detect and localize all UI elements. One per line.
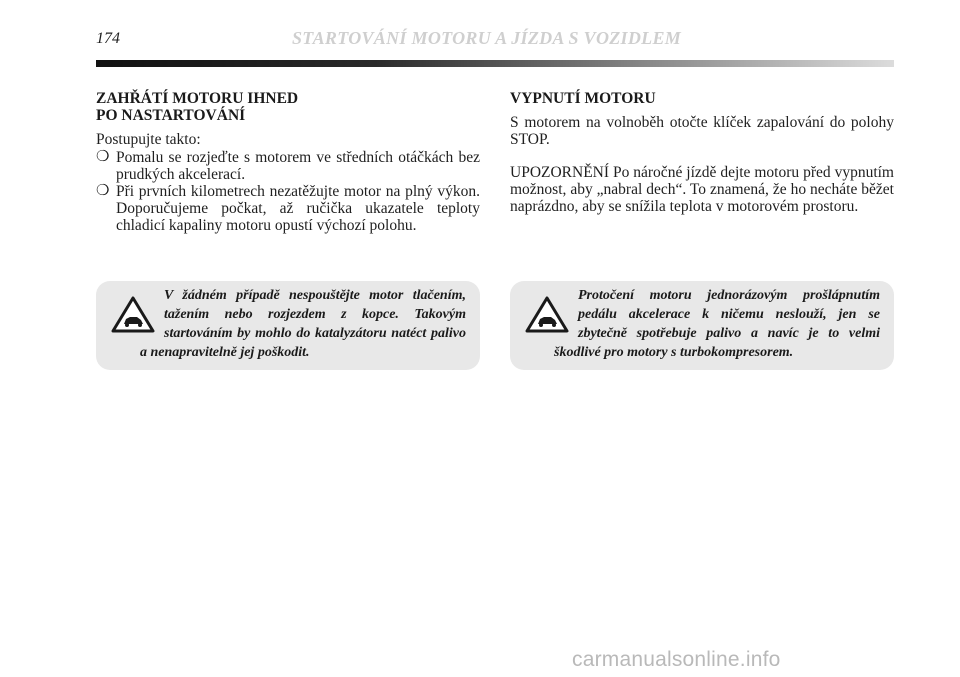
watermark: carmanualsonline.info	[572, 648, 781, 671]
section-heading-warm-up	[96, 90, 480, 124]
heading-line-2: PO NASTARTOVÁNÍ	[96, 107, 246, 124]
warning-text-content: V žádném případě nespouštějte motor tlačením, tažením nebo rozjezdem z kopce. Takovým startováním by mohlo do katalyzátoru natéct palivo a nenapravitelně jej poškodit.	[140, 288, 466, 360]
warning-note-right	[510, 281, 894, 370]
paragraph-gap	[510, 148, 894, 164]
circle-bullet-icon: ❍	[96, 183, 110, 199]
warning-text-content: Protočení motoru jednorázovým prošlápnutím pedálu akcelerace k ničemu neslouží, jen se zbytečně spotřebuje palivo a navíc je to velmi škodlivé pro motory s turbokompresorem.	[554, 288, 880, 360]
page-number: 174	[96, 30, 120, 47]
car-warning-triangle-icon	[110, 294, 156, 334]
left-column	[96, 90, 480, 234]
heading-line-1: ZAHŘÁTÍ MOTORU IHNED	[96, 90, 299, 107]
car-warning-triangle-icon	[524, 294, 570, 334]
running-title: STARTOVÁNÍ MOTORU A JÍZDA S VOZIDLEM	[292, 28, 682, 48]
header-rule	[96, 60, 894, 67]
list-item-text: Pomalu se rozjeďte s motorem ve středních otáčkách bez prudkých akcelerací.	[116, 149, 480, 183]
right-column	[510, 90, 894, 215]
warning-text	[110, 286, 466, 362]
intro-text: Postupujte takto:	[96, 131, 201, 148]
notice-paragraph: UPOZORNĚNÍ Po náročné jízdě dejte motoru před vypnutím možnost, aby „nabral dech“. To znamená, že ho necháte běžet naprázdno, aby se snížila teplota v motorovém prostoru.	[510, 164, 894, 215]
list-item	[96, 149, 480, 183]
list-item-text: Při prvních kilometrech nezatěžujte motor na plný výkon. Doporučujeme počkat, až ručička ukazatele teploty chladicí kapaliny motoru opustí výchozí polohu.	[116, 183, 480, 234]
section-heading-engine-off: VYPNUTÍ MOTORU	[510, 90, 656, 107]
engine-off-paragraph: S motorem na volnoběh otočte klíček zapalování do polohy STOP.	[510, 114, 894, 148]
list-item	[96, 183, 480, 234]
circle-bullet-icon: ❍	[96, 149, 110, 165]
warning-note-left	[96, 281, 480, 370]
warning-text	[524, 286, 880, 362]
